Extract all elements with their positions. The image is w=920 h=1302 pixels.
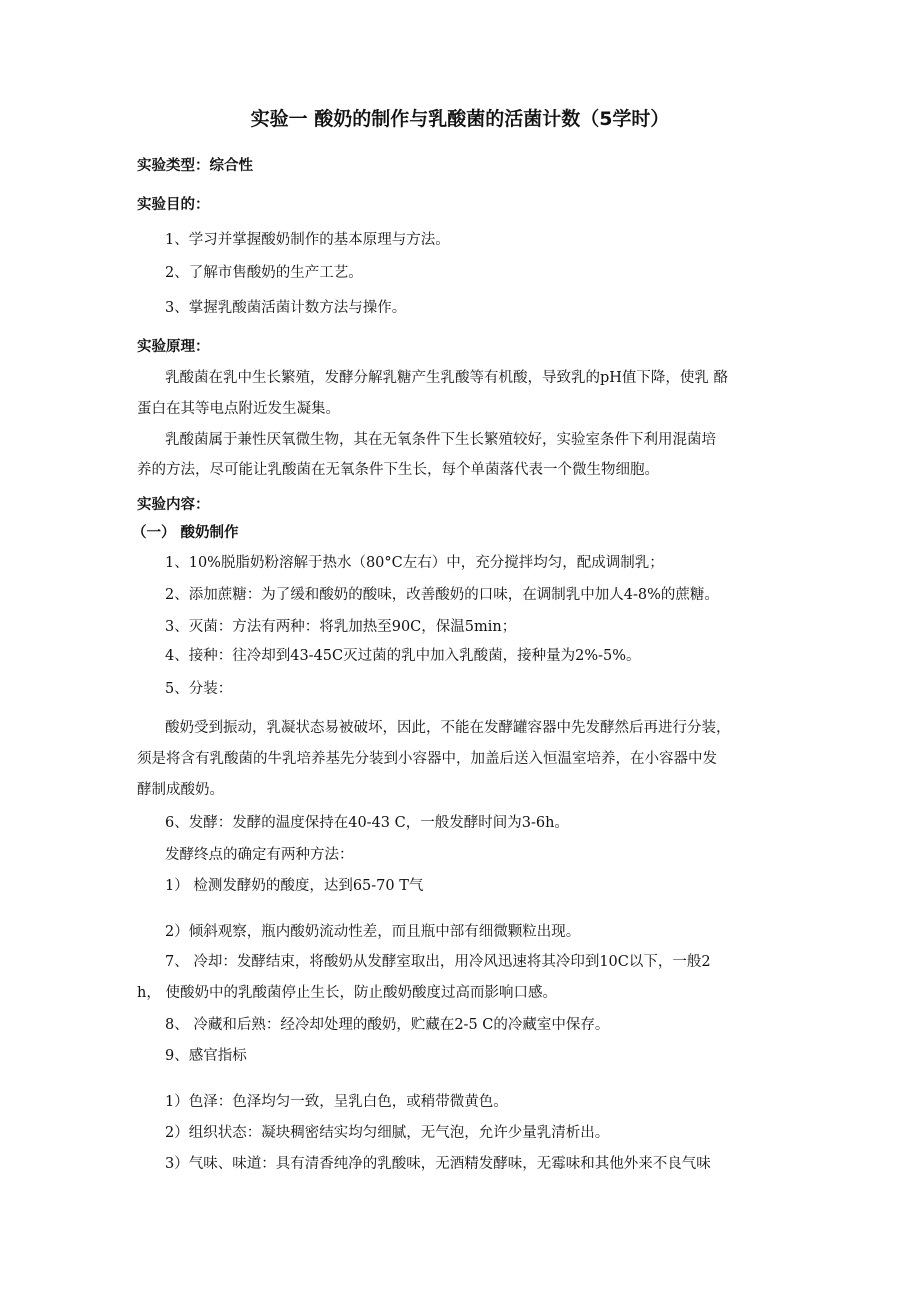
purpose-heading: 实验目的： bbox=[137, 197, 210, 213]
principle-line: 乳酸菌在乳中生长繁殖，发酵分解乳糖产生乳酸等有机酸，导致乳的pH值下降，使乳 酪 bbox=[165, 370, 729, 386]
principle-line: 养的方法，尽可能让乳酸菌在无氧条件下生长，每个单菌落代表一个微生物细胞。 bbox=[137, 462, 659, 478]
pack-line: 酵制成酸奶。 bbox=[137, 782, 224, 798]
pack-line: 酸奶受到振动，乳凝状态易被破坏，因此，不能在发酵罐容器中先发酵然后再进行分装， bbox=[165, 720, 731, 736]
step: 9、感官指标 bbox=[165, 1048, 247, 1064]
step: 3、灭菌：方法有两种：将乳加热至90C，保温5min； bbox=[165, 619, 517, 635]
step: 2、添加蔗糖：为了缓和酸奶的酸味，改善酸奶的口味，在调制乳中加人4-8%的蔗糖。 bbox=[165, 587, 719, 603]
sensory-item: 1）色泽：色泽均匀一致，呈乳白色，或稍带微黄色。 bbox=[165, 1094, 508, 1110]
purpose-item: 2、了解市售酸奶的生产工艺。 bbox=[165, 265, 363, 281]
experiment-type: 实验类型：综合性 bbox=[137, 158, 253, 174]
step-continuation: h， 使酸奶中的乳酸菌停止生长，防止酸奶酸度过高而影响口感。 bbox=[137, 985, 557, 1001]
end-methods: 发酵终点的确定有两种方法： bbox=[165, 847, 354, 863]
pack-line: 须是将含有乳酸菌的牛乳培养基先分装到小容器中，加盖后送入恒温室培养，在小容器中发 bbox=[137, 751, 717, 767]
sensory-item: 3）气味、味道：具有清香纯净的乳酸味，无酒精发酵味，无霉味和其他外来不良气味 bbox=[165, 1156, 711, 1172]
sensory-item: 2）组织状态：凝块稠密结实均匀细腻，无气泡，允许少量乳清析出。 bbox=[165, 1125, 610, 1141]
step: 4、接种：往冷却到43-45C灭过菌的乳中加入乳酸菌，接种量为2%-5%。 bbox=[165, 648, 641, 664]
content-heading: 实验内容： bbox=[137, 497, 210, 513]
step: 8、 冷藏和后熟：经冷却处理的酸奶，贮藏在2-5 C的冷藏室中保存。 bbox=[165, 1017, 610, 1033]
purpose-item: 3、掌握乳酸菌活菌计数方法与操作。 bbox=[165, 300, 407, 316]
step: 1、10%脱脂奶粉溶解于热水（80°C左右）中，充分搅拌均匀，配成调制乳； bbox=[165, 555, 664, 571]
page-title: 实验一 酸奶的制作与乳酸菌的活菌计数（5学时） bbox=[250, 108, 670, 130]
step: 7、 冷却：发酵结束，将酸奶从发酵室取出，用冷风迅速将其冷印到10C以下，一般2 bbox=[165, 954, 711, 970]
principle-heading: 实验原理： bbox=[137, 339, 210, 355]
method: 1） 检测发酵奶的酸度，达到65-70 T气 bbox=[165, 878, 424, 894]
principle-line: 蛋白在其等电点附近发生凝集。 bbox=[137, 401, 340, 417]
section-heading: （一） 酸奶制作 bbox=[132, 525, 239, 541]
purpose-item: 1、学习并掌握酸奶制作的基本原理与方法。 bbox=[165, 232, 450, 248]
step: 5、分装： bbox=[165, 681, 233, 697]
method: 2）倾斜观察，瓶内酸奶流动性差，而且瓶中部有细微颗粒出现。 bbox=[165, 924, 581, 940]
step: 6、发酵：发酵的温度保持在40-43 C，一般发酵时间为3-6h。 bbox=[165, 815, 569, 831]
principle-line: 乳酸菌属于兼性厌氧微生物，其在无氧条件下生长繁殖较好，实验室条件下利用混菌培 bbox=[165, 432, 716, 448]
